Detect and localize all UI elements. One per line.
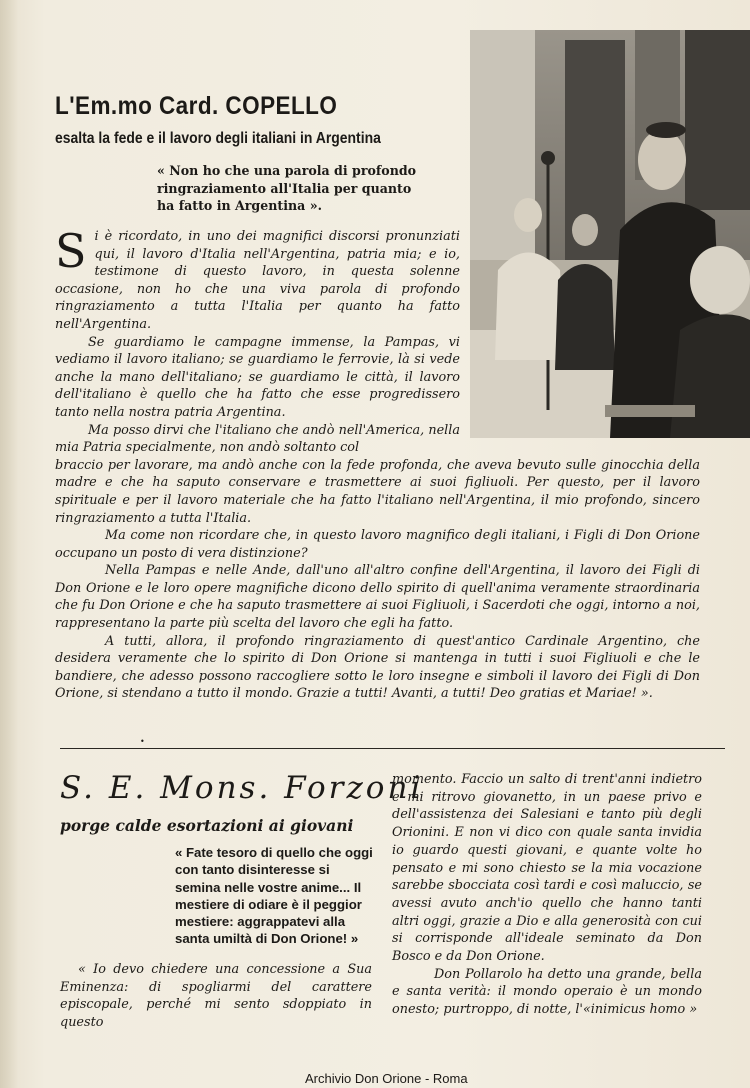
article1-subtitle: esalta la fede e il lavoro degli italiani in Argentina: [55, 130, 381, 147]
article1-paragraph-6: A tutti, allora, il profondo ringraziamento di quest'antico Cardinale Argentino, che desidera veramente che lo spirito di Don Orione si mantenga in tutti i suoi Figliuoli e che le bandiere, che adesso possono raccogliere sotto le loro insegne e simboli il lavoro dei Figli di Don Orione, si stendano a tutto il mondo. Grazie a tutti! Avanti, a tutti! Deo gratias et Mariae! ».: [55, 633, 700, 702]
article2-right-column: [392, 771, 702, 1019]
article1-paragraph-1: [55, 224, 460, 334]
article2-title: S. E. Mons. Forzoni: [60, 770, 424, 806]
article1-paragraph-4: Ma come non ricordare che, in questo lavoro magnifico degli italiani, i Figli di Don Orione occupano un posto di vera distinzione?: [55, 528, 700, 561]
section-divider: [60, 748, 725, 749]
article1-paragraph-3-end: braccio per lavorare, ma andò anche con la fede profonda, che aveva bevuto sulle ginocchia della madre e che ha saputo conservare e trasmettere ai suoi figliuoli. Per questo, per il lavoro spirituale e per il lavoro materiale che ha fatto l'italiano nell'Argentina, il mio profondo, sincero ringraziamento a tutta l'Italia.: [55, 457, 700, 526]
article2-paragraph-2: momento. Faccio un salto di trent'anni indietro e mi ritrovo giovanetto, in un paese privo e dell'assistenza dei Salesiani e tanto più degli Orionini. E non vi dico con quale santa invidia io guardo questi giovani, e quante volte ho pensato e mi sono chiesto se la mia vocazione sarebbe sbocciata così tardi e così maluccio, se avessi avuto anch'io quello che hanno tanti altri oggi, grazie a Dio e alla generosità con cui si corrisponde all'ideale seminato da Don Bosco e da Don Orione.: [392, 772, 702, 965]
article1-title: L'Em.mo Card. COPELLO: [55, 92, 338, 120]
article2-paragraph-3: Don Pollarolo ha detto una grande, bella e santa verità: il mondo operaio è un mondo onesto; purtroppo, di notte, l'«inimicus homo »: [392, 966, 702, 1018]
drop-cap: S: [55, 224, 87, 278]
small-mark: •: [140, 737, 145, 746]
article2-pull-quote: « Fate tesoro di quello che oggi con tanto disinteresse si semina nelle vostre anime... Il mestiere di odiare è il peggior mestiere: aggrappatevi alla santa umiltà di Don Orione! »: [175, 845, 373, 947]
binding-shadow: [0, 0, 18, 1088]
article2-subtitle: porge calde esortazioni ai giovani: [60, 816, 354, 835]
article1-body: [55, 224, 700, 703]
archive-footer: Archivio Don Orione - Roma: [305, 1071, 468, 1086]
article1-paragraph-5: Nella Pampas e nelle Ande, dall'uno all'altro confine dell'Argentina, il lavoro dei Figli di Don Orione e le loro opere magnifiche dicono dello spirito di quell'anima veramente straordinaria che fu Don Orione e che ha saputo trasmettere ai suoi Figliuoli, i Sacerdoti che oggi, intorno a noi, rappresentano la parte più scelta del lavoro che egli ha fatto.: [55, 563, 700, 632]
article1-paragraph-1-text: i è ricordato, in uno dei magnifici discorsi pronunziati qui, il lavoro d'Italia nell'Argentina, patria mia; e io, testimone di questo lavoro, in questa solenne occasione, non ho che una viva parola di profondo ringraziamento a tutta l'Italia per quanto ha fatto nell'Argentina.: [55, 229, 460, 332]
article1-paragraph-2: Se guardiamo le campagne immense, la Pampas, vi vediamo il lavoro italiano; se guardiamo le ferrovie, là si vede anche la mano dell'italiano; se guardiamo le città, il lavoro dell'italiano è quello che ha fatto che esse progredissero tanto nella nostra patria Argentina.: [55, 334, 460, 420]
article1-paragraph-3-start: Ma posso dirvi che l'italiano che andò nell'America, nella mia Patria specialmente, non andò soltanto col: [55, 422, 460, 456]
article1-pull-quote: « Non ho che una parola di profondo ringraziamento all'Italia per quanto ha fatto in Argentina ».: [157, 163, 417, 213]
article2-paragraph-1: « Io devo chiedere una concessione a Sua Eminenza: di spogliarmi del carattere episcopale, perché mi sento sdoppiato in questo: [60, 962, 372, 1030]
